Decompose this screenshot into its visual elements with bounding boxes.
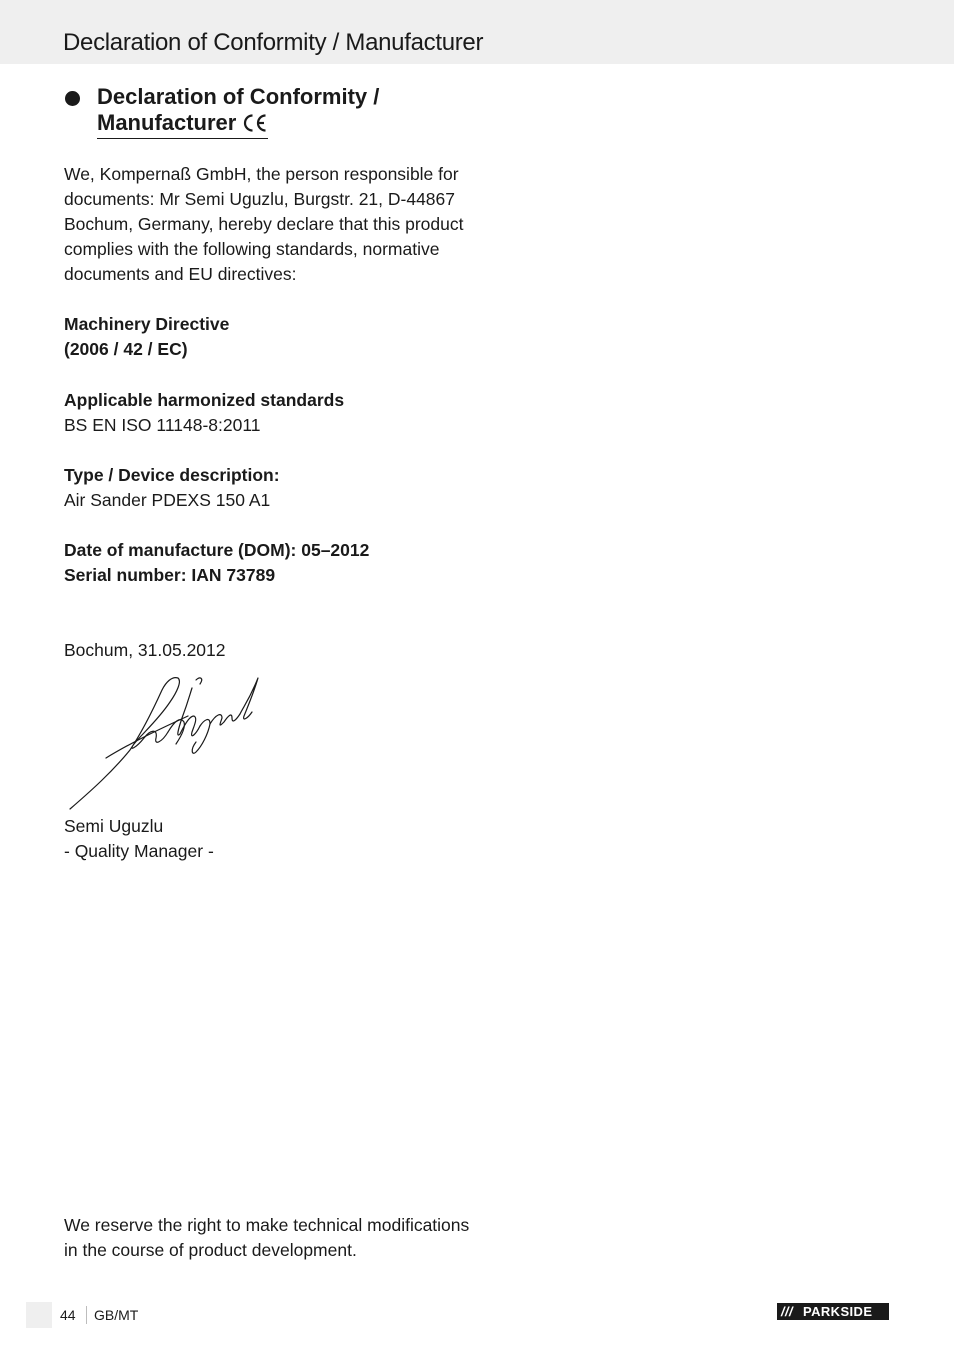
- ce-mark-icon: [242, 113, 268, 133]
- date-of-manufacture: Date of manufacture (DOM): 05–2012: [64, 540, 370, 560]
- intro-line: documents: Mr Semi Uguzlu, Burgstr. 21, D-44867: [64, 189, 456, 209]
- intro-line: documents and EU directives:: [64, 264, 297, 284]
- section-title-line1: Declaration of Conformity /: [97, 84, 380, 109]
- intro-paragraph: [64, 162, 484, 287]
- signature-image: [62, 672, 272, 814]
- manufacture-info: [64, 538, 484, 588]
- intro-line: Bochum, Germany, hereby declare that this product: [64, 214, 464, 234]
- signer-name: Semi Uguzlu: [64, 816, 164, 836]
- language-code: GB/MT: [94, 1307, 139, 1323]
- page-title: Declaration of Conformity / Manufacturer: [63, 29, 484, 56]
- machinery-directive: [64, 312, 484, 362]
- section-title: [97, 84, 379, 139]
- place-and-date: Bochum, 31.05.2012: [64, 640, 226, 660]
- machinery-directive-title: Machinery Directive: [64, 314, 230, 334]
- reservation-line: in the course of product development.: [64, 1240, 357, 1260]
- intro-line: complies with the following standards, normative: [64, 239, 440, 259]
- footer-divider: [86, 1306, 87, 1324]
- signer: [64, 814, 484, 864]
- section-title-line2: Manufacturer: [97, 110, 237, 135]
- page-number: 44: [60, 1307, 76, 1323]
- standards-value: BS EN ISO 11148-8:2011: [64, 415, 261, 435]
- logo-text: PARKSIDE: [803, 1304, 873, 1319]
- bullet-icon: [65, 91, 80, 106]
- intro-line: We, Kompernaß GmbH, the person responsible for: [64, 164, 459, 184]
- machinery-directive-code: (2006 / 42 / EC): [64, 339, 188, 359]
- device-value: Air Sander PDEXS 150 A1: [64, 490, 271, 510]
- reservation-notice: [64, 1213, 484, 1263]
- parkside-logo: [777, 1303, 889, 1320]
- standards-label: Applicable harmonized standards: [64, 390, 345, 410]
- device-label: Type / Device description:: [64, 465, 280, 485]
- reservation-line: We reserve the right to make technical modifications: [64, 1215, 470, 1235]
- harmonized-standards: [64, 388, 484, 438]
- logo-stripes: ///: [781, 1304, 794, 1319]
- footer-page-marker: [26, 1302, 52, 1328]
- signer-role: - Quality Manager -: [64, 841, 214, 861]
- section-title-line2-wrapper: [97, 110, 268, 139]
- device-description: [64, 463, 484, 513]
- serial-number: Serial number: IAN 73789: [64, 565, 276, 585]
